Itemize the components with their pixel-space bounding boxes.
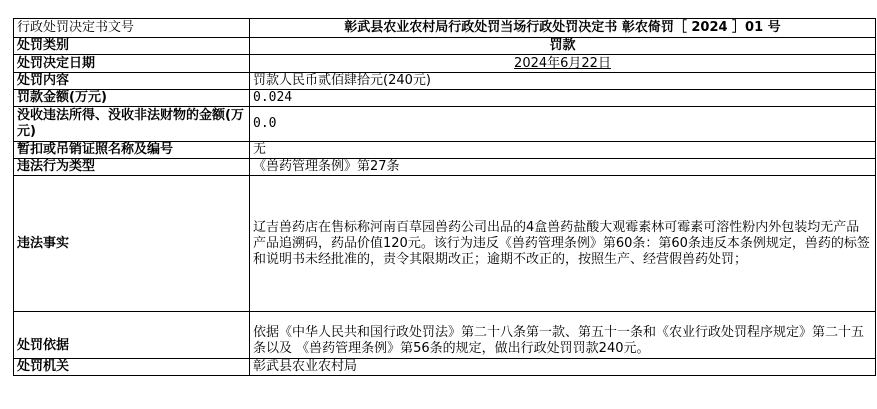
row-content	[14, 73, 876, 90]
date-value: 2024年6月22日	[514, 55, 611, 71]
row-fine	[14, 90, 876, 107]
row-confiscation	[14, 107, 876, 142]
row-facts	[14, 176, 876, 312]
facts-label: 违法事实	[14, 176, 250, 312]
row-violation-type	[14, 159, 876, 176]
content-value: 罚款人民币贰佰肆拾元(240元)	[250, 73, 876, 90]
violation-type-label: 违法行为类型	[14, 159, 250, 176]
category-label: 处罚类别	[14, 38, 250, 55]
authority-value: 彰武县农业农村局	[250, 359, 876, 376]
license-value: 无	[250, 142, 876, 159]
violation-type-value: 《兽药管理条例》第27条	[250, 159, 876, 176]
fine-value: 0.024	[250, 90, 876, 107]
facts-value: 辽吉兽药店在售标称河南百草园兽药公司出品的4盒兽药盐酸大观霉素林可霉素可溶性粉内外包装均无产品产品追溯码，药品价值120元。该行为违反《兽药管理条例》第60条：第60条违反本条例规定，兽药的标签和说明书未经批准的，责令其限期改正；逾期不改正的，按照生产、经营假兽药处罚；	[250, 176, 876, 312]
category-value: 罚款	[250, 38, 876, 55]
row-doc-no	[14, 19, 876, 38]
row-authority	[14, 359, 876, 376]
doc-no-value: 彰武县农业农村局行政处罚当场行政处罚决定书 彰农倚罚［ 2024 ］01 号	[250, 19, 876, 38]
row-license	[14, 142, 876, 159]
confiscation-label: 没收违法所得、没收非法财物的金额(万元)	[14, 107, 250, 142]
basis-label: 处罚依据	[14, 312, 250, 359]
date-label: 处罚决定日期	[14, 55, 250, 73]
fine-label: 罚款金额(万元)	[14, 90, 250, 107]
authority-label: 处罚机关	[14, 359, 250, 376]
confiscation-value: 0.0	[250, 107, 876, 142]
row-category	[14, 38, 876, 55]
content-label: 处罚内容	[14, 73, 250, 90]
license-label: 暂扣或吊销证照名称及编号	[14, 142, 250, 159]
basis-value: 依据《中华人民共和国行政处罚法》第二十八条第一款、第五十一条和《农业行政处罚程序规定》第二十五条以及 《兽药管理条例》第56条的规定，做出行政处罚罚款240元。	[250, 312, 876, 359]
doc-no-label: 行政处罚决定书文号	[14, 19, 250, 38]
penalty-decision-table	[13, 18, 876, 376]
row-basis	[14, 312, 876, 359]
row-date	[14, 55, 876, 73]
